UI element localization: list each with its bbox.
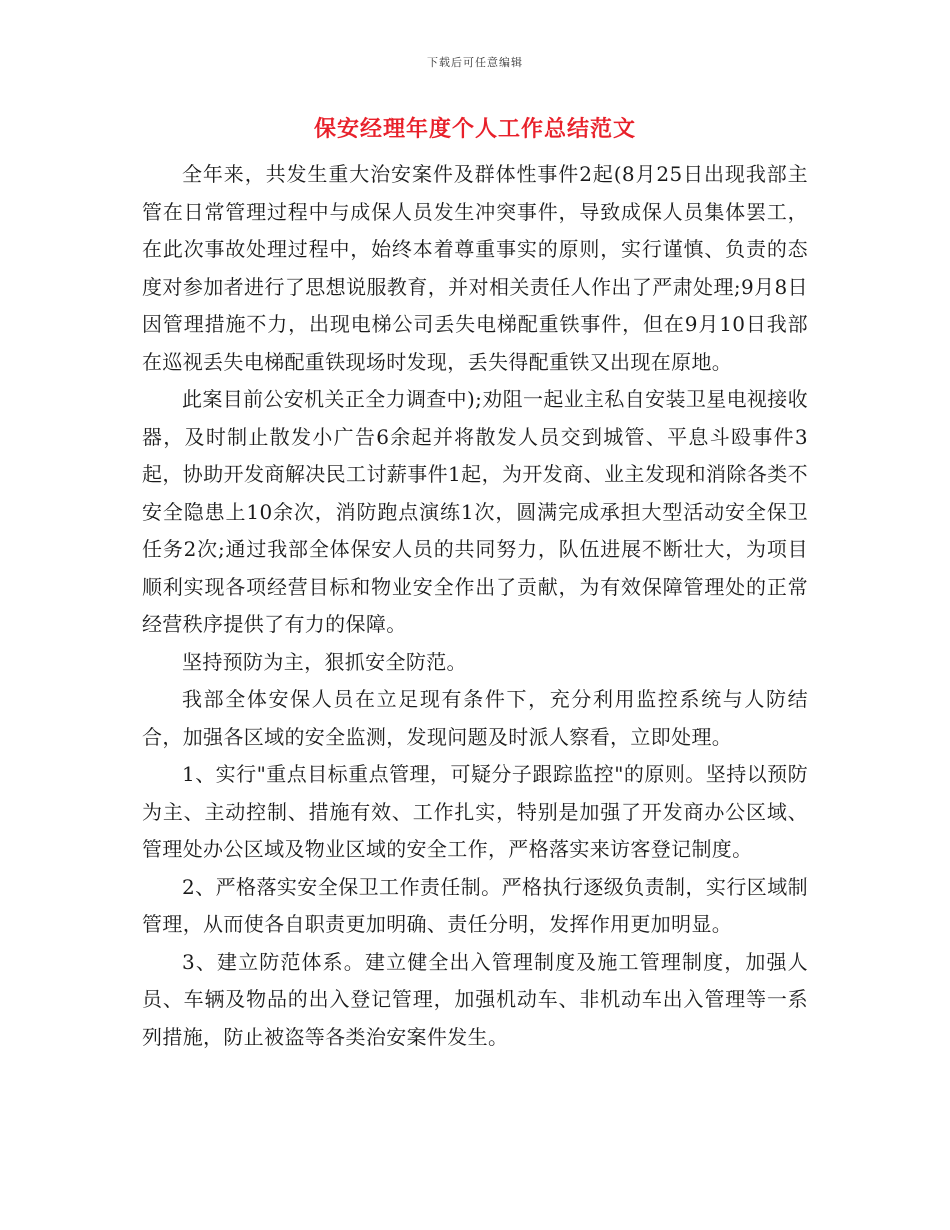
paragraph-2: 此案目前公安机关正全力调查中);劝阻一起业主私自安装卫星电视接收器，及时制止散发小广告6余起并将散发人员交到城管、平息斗殴事件3起，协助开发商解决民工讨薪事件1起，为开发商、业主发现和消除各类不安全隐患上10余次，消防跑点演练1次，圆满完成承担大型活动安全保卫任务2次;通过我部全体保安人员的共同努力，队伍进展不断壮大，为项目顺利实现各项经营目标和物业安全作出了贡献，为有效保障管理处的正常经营秩序提供了有力的保障。 bbox=[142, 387, 808, 636]
paragraph-1: 全年来，共发生重大治安案件及群体性事件2起(8月25日出现我部主管在日常管理过程中与成保人员发生冲突事件，导致成保人员集体罢工，在此次事故处理过程中，始终本着尊重事实的原则，实行谨慎、负责的态度对参加者进行了思想说服教育，并对相关责任人作出了严肃处理;9月8日因管理措施不力，出现电梯公司丢失电梯配重铁事件，但在9月10日我部在巡视丢失电梯配重铁现场时发现，丢失得配重铁又出现在原地。 bbox=[142, 162, 808, 374]
paragraph-5: 1、实行"重点目标重点管理，可疑分子跟踪监控"的原则。坚持以预防为主、主动控制、措施有效、工作扎实，特别是加强了开发商办公区域、管理处办公区域及物业区域的安全工作，严格落实来访客登记制度。 bbox=[142, 762, 808, 861]
paragraph-4: 我部全体安保人员在立足现有条件下，充分利用监控系统与人防结合，加强各区域的安全监测，发现问题及时派人察看，立即处理。 bbox=[142, 687, 808, 749]
document-body bbox=[142, 156, 808, 1056]
paragraph-6: 2、严格落实安全保卫工作责任制。严格执行逐级负责制，实行区域制管理，从而使各自职责更加明确、责任分明，发挥作用更加明显。 bbox=[142, 874, 808, 936]
document-title: 保安经理年度个人工作总结范文 bbox=[313, 116, 636, 142]
paragraph-3: 坚持预防为主，狠抓安全防范。 bbox=[182, 649, 467, 674]
header-note: 下载后可任意编辑 bbox=[427, 56, 523, 69]
paragraph-7: 3、建立防范体系。建立健全出入管理制度及施工管理制度，加强人员、车辆及物品的出入登记管理，加强机动车、非机动车出入管理等一系列措施，防止被盗等各类治安案件发生。 bbox=[142, 949, 808, 1049]
